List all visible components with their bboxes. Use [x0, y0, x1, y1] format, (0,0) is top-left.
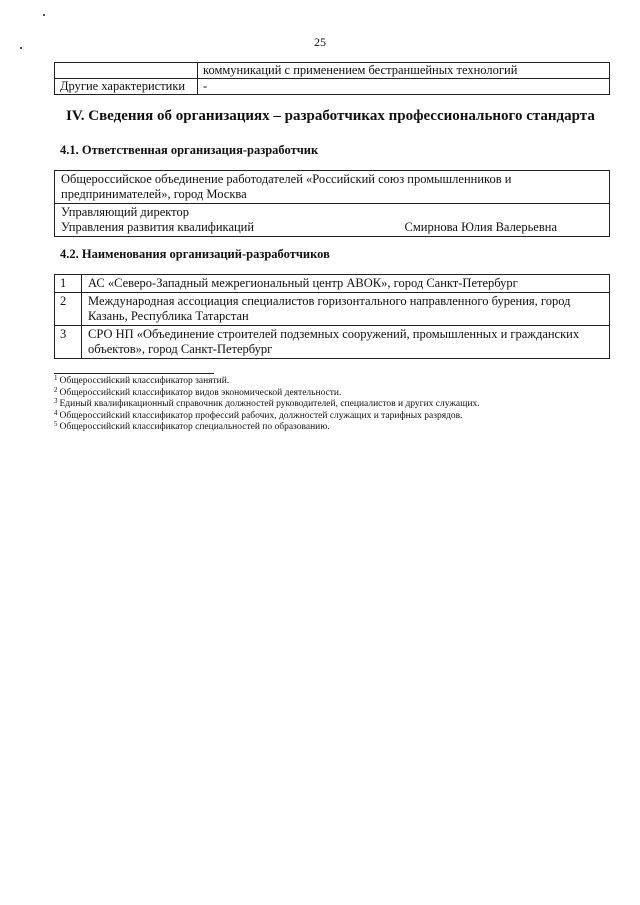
row-number: 1: [55, 275, 82, 293]
footnote: [54, 385, 614, 400]
row-number: 2: [55, 293, 82, 326]
footnote-text: Общероссийский классификатор профессий рабочих, должностей служащих и тарифных разрядов.: [59, 410, 463, 421]
row-number: 3: [55, 326, 82, 359]
subsection-heading: 4.1. Ответственная организация-разработчик: [60, 143, 319, 157]
footnote-mark: 1: [54, 374, 58, 382]
table-row: [55, 293, 610, 326]
organization-name: Международная ассоциация специалистов горизонтального направленного бурения, город Казань, Республика Татарстан: [82, 293, 610, 326]
table-row: [55, 79, 610, 95]
signatory-cell: [55, 204, 610, 237]
organization-name: Общероссийское объединение работодателей «Российский союз промышленников и предпринимателей», город Москва: [55, 171, 610, 204]
footnote-mark: 4: [54, 408, 58, 417]
responsible-organization-table: [54, 170, 610, 237]
table-row: [55, 275, 610, 293]
table-row: [55, 326, 610, 359]
row-value: -: [198, 79, 610, 95]
footnotes: [54, 376, 614, 434]
subsection-heading: 4.2. Наименования организаций-разработчиков: [60, 247, 330, 261]
footnote: [54, 399, 614, 411]
row-label: Другие характеристики: [55, 79, 198, 95]
position-line: Управления развития квалификаций: [61, 220, 255, 234]
footnote-separator: [54, 373, 214, 374]
footnote-text: Единый квалификационный справочник должностей руководителей, специалистов и других служащих.: [59, 399, 480, 410]
person-name: Смирнова Юлия Валерьевна: [404, 220, 557, 234]
developer-organizations-table: [54, 274, 610, 359]
footnote-mark: 2: [54, 385, 58, 394]
row-value: коммуникаций с применением бестраншейных технологий: [198, 63, 610, 79]
footnote-mark: 3: [54, 397, 58, 406]
table-row: [55, 204, 610, 237]
footnote-text: Общероссийский классификатор специальностей по образованию.: [59, 422, 330, 433]
table-row: [55, 171, 610, 204]
page-number: 25: [314, 35, 326, 49]
organization-name: АС «Северо-Западный межрегиональный центр АВОК», город Санкт-Петербург: [82, 275, 610, 293]
organization-name: СРО НП «Объединение строителей подземных сооружений, промышленных и гражданских объектов», город Санкт-Петербург: [82, 326, 610, 359]
row-label: [55, 63, 198, 79]
section-title: IV. Сведения об организациях – разработчиках профессионального стандарта: [66, 108, 595, 124]
footnote: [54, 408, 614, 423]
signature-row: [61, 220, 603, 235]
scan-speck: [43, 14, 45, 16]
table-row: [55, 63, 610, 79]
footnote: [54, 422, 614, 434]
footnote-text: Общероссийский классификатор занятий.: [59, 376, 230, 386]
footnote: [54, 376, 614, 388]
footnote-mark: 5: [54, 420, 58, 429]
footnote-text: Общероссийский классификатор видов экономической деятельности.: [59, 387, 342, 398]
characteristics-table: [54, 62, 610, 95]
position-line: Управляющий директор: [61, 205, 189, 219]
